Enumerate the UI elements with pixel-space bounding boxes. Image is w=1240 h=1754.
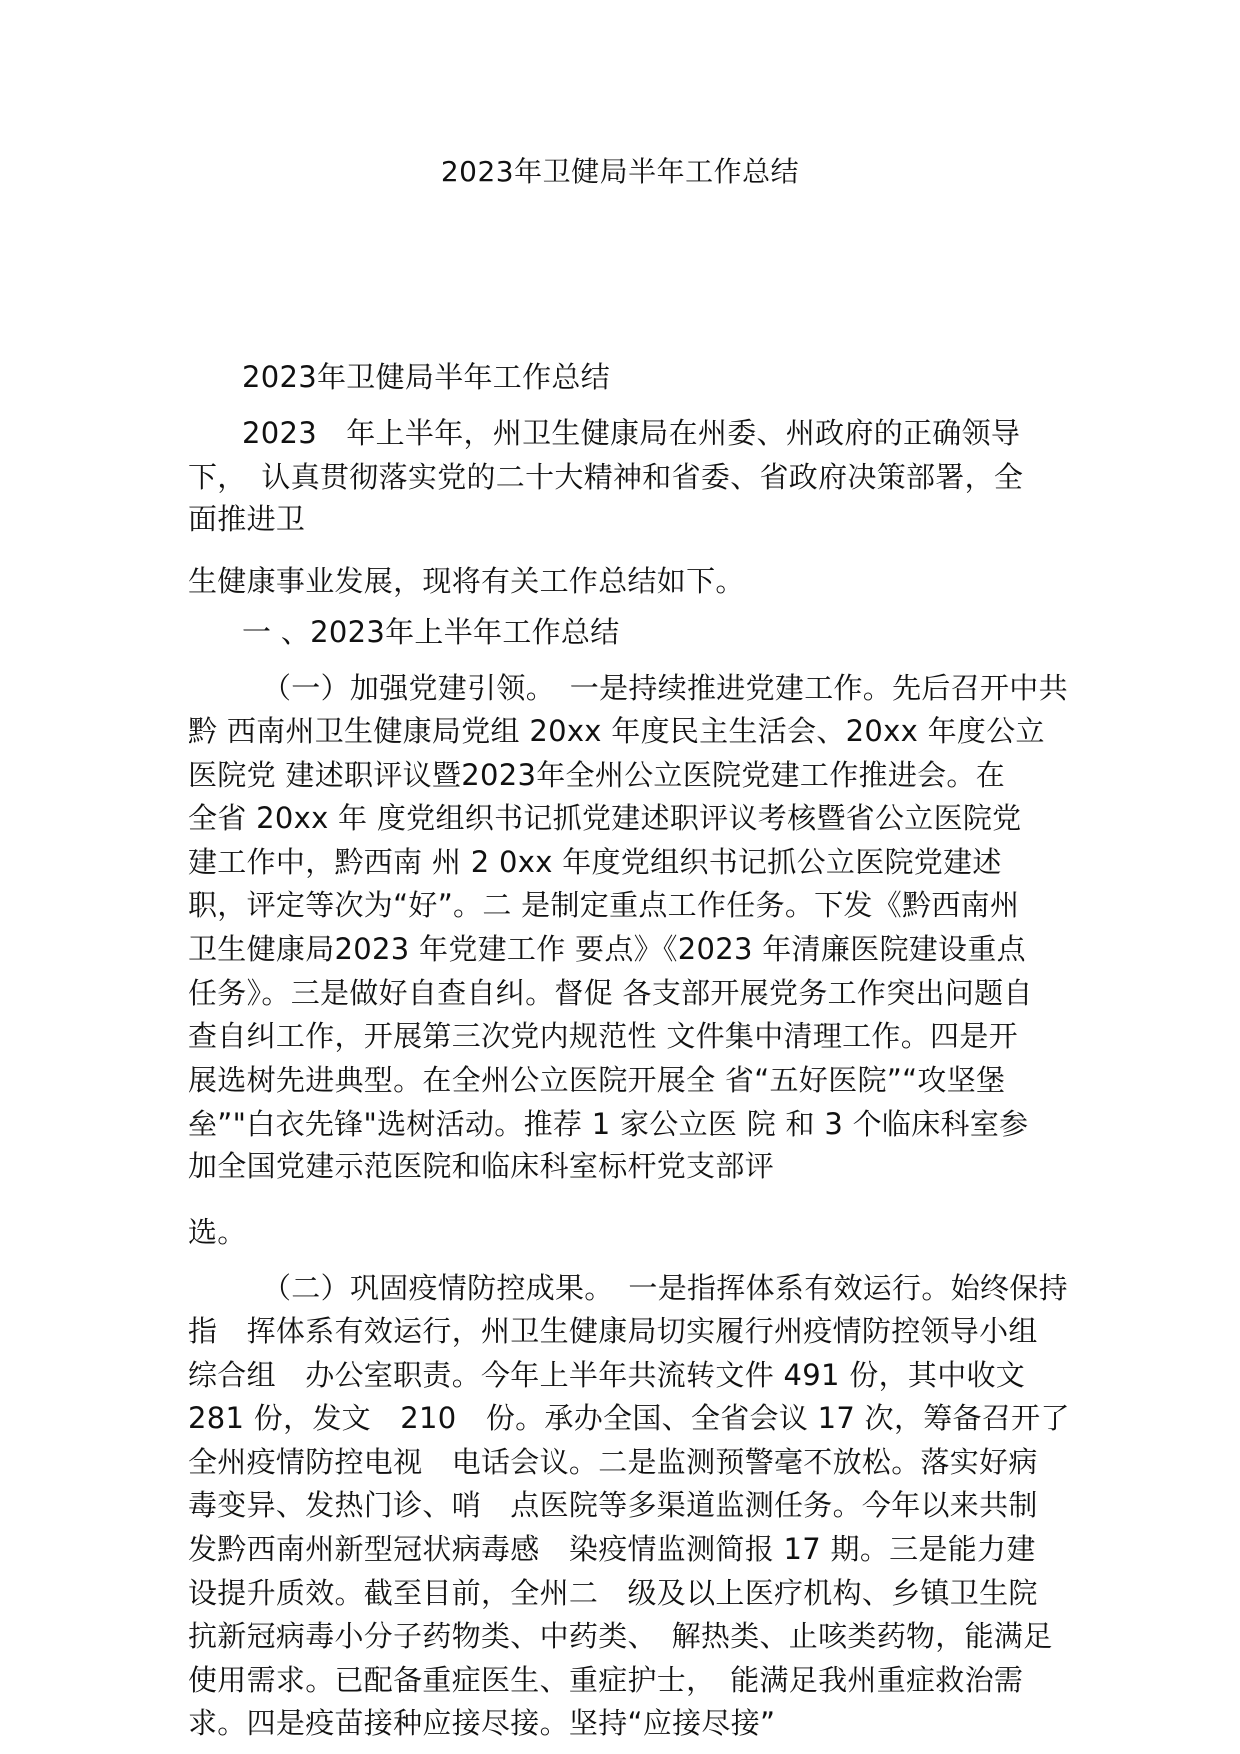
paragraph-line: 医院党 建述职评议暨2023年全州公立医院党建工作推进会。在 [188,758,1006,792]
body-heading: 2023年卫健局半年工作总结 [242,360,611,394]
paragraph-line: 下， 认真贯彻落实党的二十大精神和省委、省政府决策部署，全 [188,460,1024,494]
paragraph-line: 综合组 办公室职责。今年上半年共流转文件 491 份，其中收文 [188,1358,1026,1392]
paragraph-line: 面推进卫 [188,502,306,536]
paragraph-line: 指 挥体系有效运行，州卫生健康局切实履行州疫情防控领导小组 [188,1314,1038,1348]
paragraph-line: 卫生健康局2023 年党建工作 要点》《2023 年清廉医院建设重点 [188,932,1026,966]
paragraph-line: 职，评定等次为“好”。二 是制定重点工作任务。下发《黔西南州 [188,888,1020,922]
paragraph-line: 建工作中，黔西南 州 2 0xx 年度党组织书记抓公立医院党建述 [188,845,1002,879]
paragraph-line: 生健康事业发展，现将有关工作总结如下。 [188,564,745,598]
paragraph-line: 抗新冠病毒小分子药物类、中药类、 解热类、止咳类药物，能满足 [188,1619,1053,1653]
paragraph-line: 2023 年上半年，州卫生健康局在州委、州政府的正确领导 [242,416,1021,450]
paragraph-line: 毒变异、发热门诊、哨 点医院等多渠道监测任务。今年以来共制 [188,1488,1038,1522]
paragraph-line: 发黔西南州新型冠状病毒感 染疫情监测简报 17 期。三是能力建 [188,1532,1036,1566]
paragraph-line: 设提升质效。截至目前，全州二 级及以上医疗机构、乡镇卫生院 [188,1576,1038,1610]
paragraph-line: 全州疫情防控电视 电话会议。二是监测预警毫不放松。落实好病 [188,1445,1038,1479]
paragraph-line: 查自纠工作，开展第三次党内规范性 文件集中清理工作。四是开 [188,1019,1018,1053]
paragraph-line: 选。 [188,1215,247,1249]
section-heading: 一 、2023年上半年工作总结 [242,615,620,649]
paragraph-line: 任务》。三是做好自查自纠。督促 各支部开展党务工作突出问题自 [188,976,1033,1010]
paragraph-line: 展选树先进典型。在全州公立医院开展全 省“五好医院”“攻坚堡 [188,1063,1006,1097]
paragraph-line: 使用需求。已配备重症医生、重症护士， 能满足我州重症救治需 [188,1663,1024,1697]
paragraph-line: 黔 西南州卫生健康局党组 20xx 年度民主生活会、20xx 年度公立 [188,714,1045,748]
paragraph-line: 全省 20xx 年 度党组织书记抓党建述职评议考核暨省公立医院党 [188,801,1022,835]
paragraph-line: 求。四是疫苗接种应接尽接。坚持“应接尽接” [188,1706,776,1740]
paragraph-line: 加全国党建示范医院和临床科室标杆党支部评 [188,1149,775,1183]
paragraph-line: （一）加强党建引领。 一是持续推进党建工作。先后召开中共 [262,671,1068,705]
paragraph-line: 垒”"白衣先锋"选树活动。推荐 1 家公立医 院 和 3 个临床科室参 [188,1107,1029,1141]
document-title: 2023年卫健局半年工作总结 [440,155,800,188]
paragraph-line: 281 份，发文 210 份。承办全国、全省会议 17 次，筹备召开了 [188,1401,1070,1435]
paragraph-line: （二）巩固疫情防控成果。 一是指挥体系有效运行。始终保持 [262,1271,1068,1305]
